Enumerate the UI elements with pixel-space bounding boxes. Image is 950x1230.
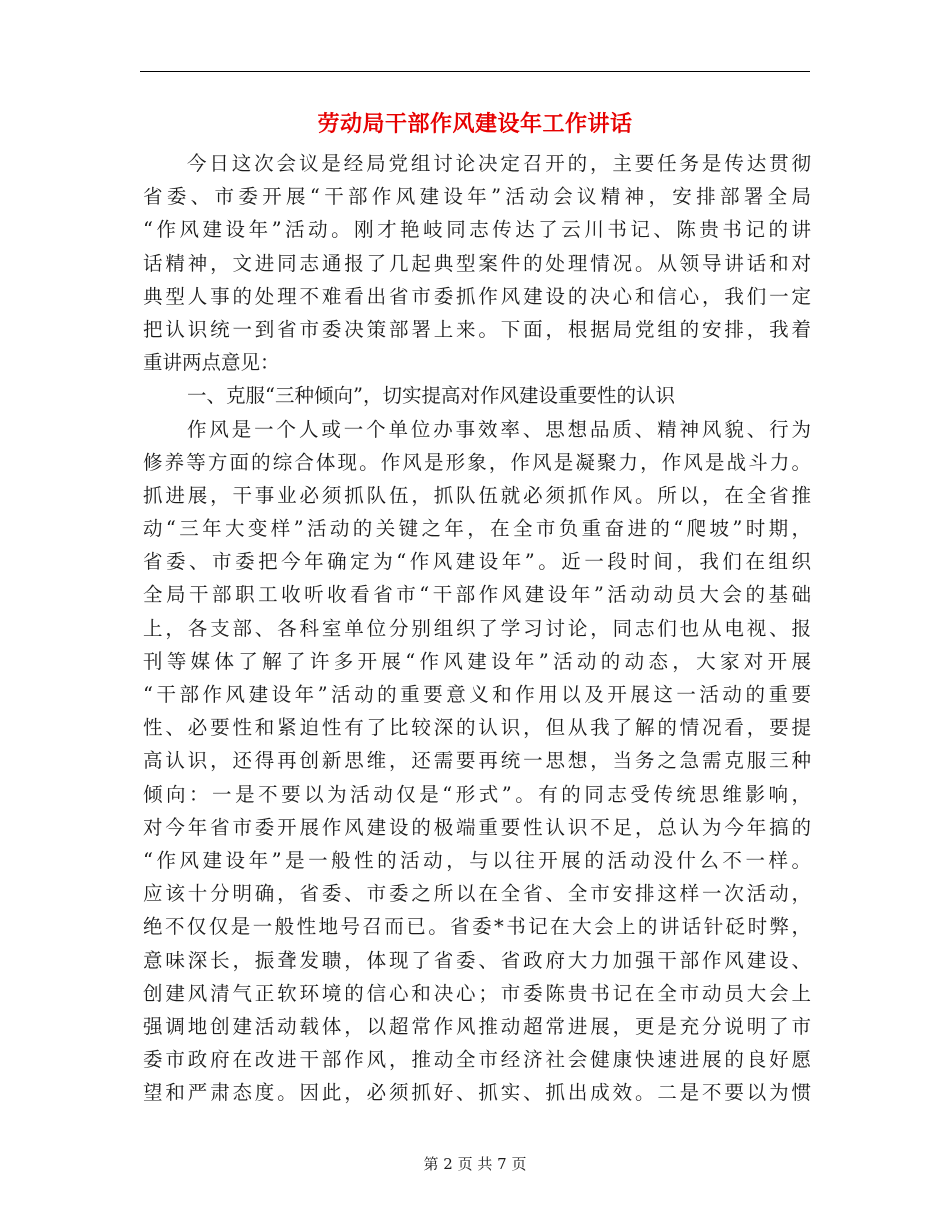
body-line: 望和严肃态度。因此，必须抓好、抓实、抓出成效。二是不要以为惯 <box>143 1081 811 1105</box>
body-line: 委市政府在改进干部作风，推动全市经济社会健康快速进展的良好愿 <box>143 1048 811 1072</box>
body-line: “干部作风建设年”活动的重要意义和作用以及开展这一活动的重要 <box>143 683 811 706</box>
body-line: 省委、市委把今年确定为“作风建设年”。近一段时间，我们在组织 <box>143 550 811 574</box>
section-heading: 一、克服“三种倾向”，切实提高对作风建设重要性的认识 <box>187 384 675 408</box>
body-line: “作风建设年”活动。刚才艳岐同志传达了云川书记、陈贵书记的讲 <box>143 218 811 242</box>
body-line: 典型人事的处理不难看出省市委抓作风建设的决心和信心，我们一定 <box>143 284 811 308</box>
body-line: 今日这次会议是经局党组讨论决定召开的，主要任务是传达贯彻 <box>187 152 811 175</box>
body-line: 对今年省市委开展作风建设的极端重要性认识不足，总认为今年搞的 <box>143 815 811 839</box>
body-line: 意味深长，振聋发聩，体现了省委、省政府大力加强干部作风建设、 <box>143 948 811 972</box>
body-line: 上，各支部、各科室单位分别组织了学习讨论，同志们也从电视、报 <box>143 616 811 640</box>
body-line: 高认识，还得再创新思维，还需要再统一思想，当务之急需克服三种 <box>143 749 811 773</box>
body-line: 抓进展，干事业必须抓队伍，抓队伍就必须抓作风。所以，在全省推 <box>143 483 811 507</box>
body-line: 创建风清气正软环境的信心和决心；市委陈贵书记在全市动员大会上 <box>143 981 811 1005</box>
document-body <box>143 147 811 1109</box>
page-number: 第 2 页 共 7 页 <box>423 1155 527 1173</box>
body-line: 性、必要性和紧迫性有了比较深的认识，但从我了解的情况看，要提 <box>143 716 811 740</box>
body-line: 强调地创建活动载体，以超常作风推动超常进展，更是充分说明了市 <box>143 1014 811 1038</box>
body-line: 把认识统一到省市委决策部署上来。下面，根据局党组的安排，我着 <box>143 317 811 341</box>
document-title: 劳动局干部作风建设年工作讲话 <box>317 112 633 137</box>
header-rule <box>140 71 810 72</box>
body-line: 应该十分明确，省委、市委之所以在全省、全市安排这样一次活动， <box>143 882 811 906</box>
body-line: 话精神，文进同志通报了几起典型案件的处理情况。从领导讲话和对 <box>143 251 811 275</box>
body-line: 刊等媒体了解了许多开展“作风建设年”活动的动态，大家对开展 <box>143 649 811 673</box>
body-line: 作风是一个人或一个单位办事效率、思想品质、精神风貌、行为 <box>187 417 811 441</box>
body-line: 倾向：一是不要以为活动仅是“形式”。有的同志受传统思维影响， <box>143 782 811 806</box>
body-line: 全局干部职工收听收看省市“干部作风建设年”活动动员大会的基础 <box>143 583 811 607</box>
body-line: 省委、市委开展“干部作风建设年”活动会议精神，安排部署全局 <box>143 185 811 209</box>
body-line: “作风建设年”是一般性的活动，与以往开展的活动没什么不一样。 <box>143 848 811 872</box>
body-line: 绝不仅仅是一般性地号召而已。省委*书记在大会上的讲话针砭时弊， <box>143 915 811 939</box>
body-line: 重讲两点意见： <box>143 351 280 375</box>
body-line: 修养等方面的综合体现。作风是形象，作风是凝聚力，作风是战斗力。 <box>143 450 811 474</box>
body-line: 动“三年大变样”活动的关键之年，在全市负重奋进的“爬坡”时期， <box>143 517 811 541</box>
